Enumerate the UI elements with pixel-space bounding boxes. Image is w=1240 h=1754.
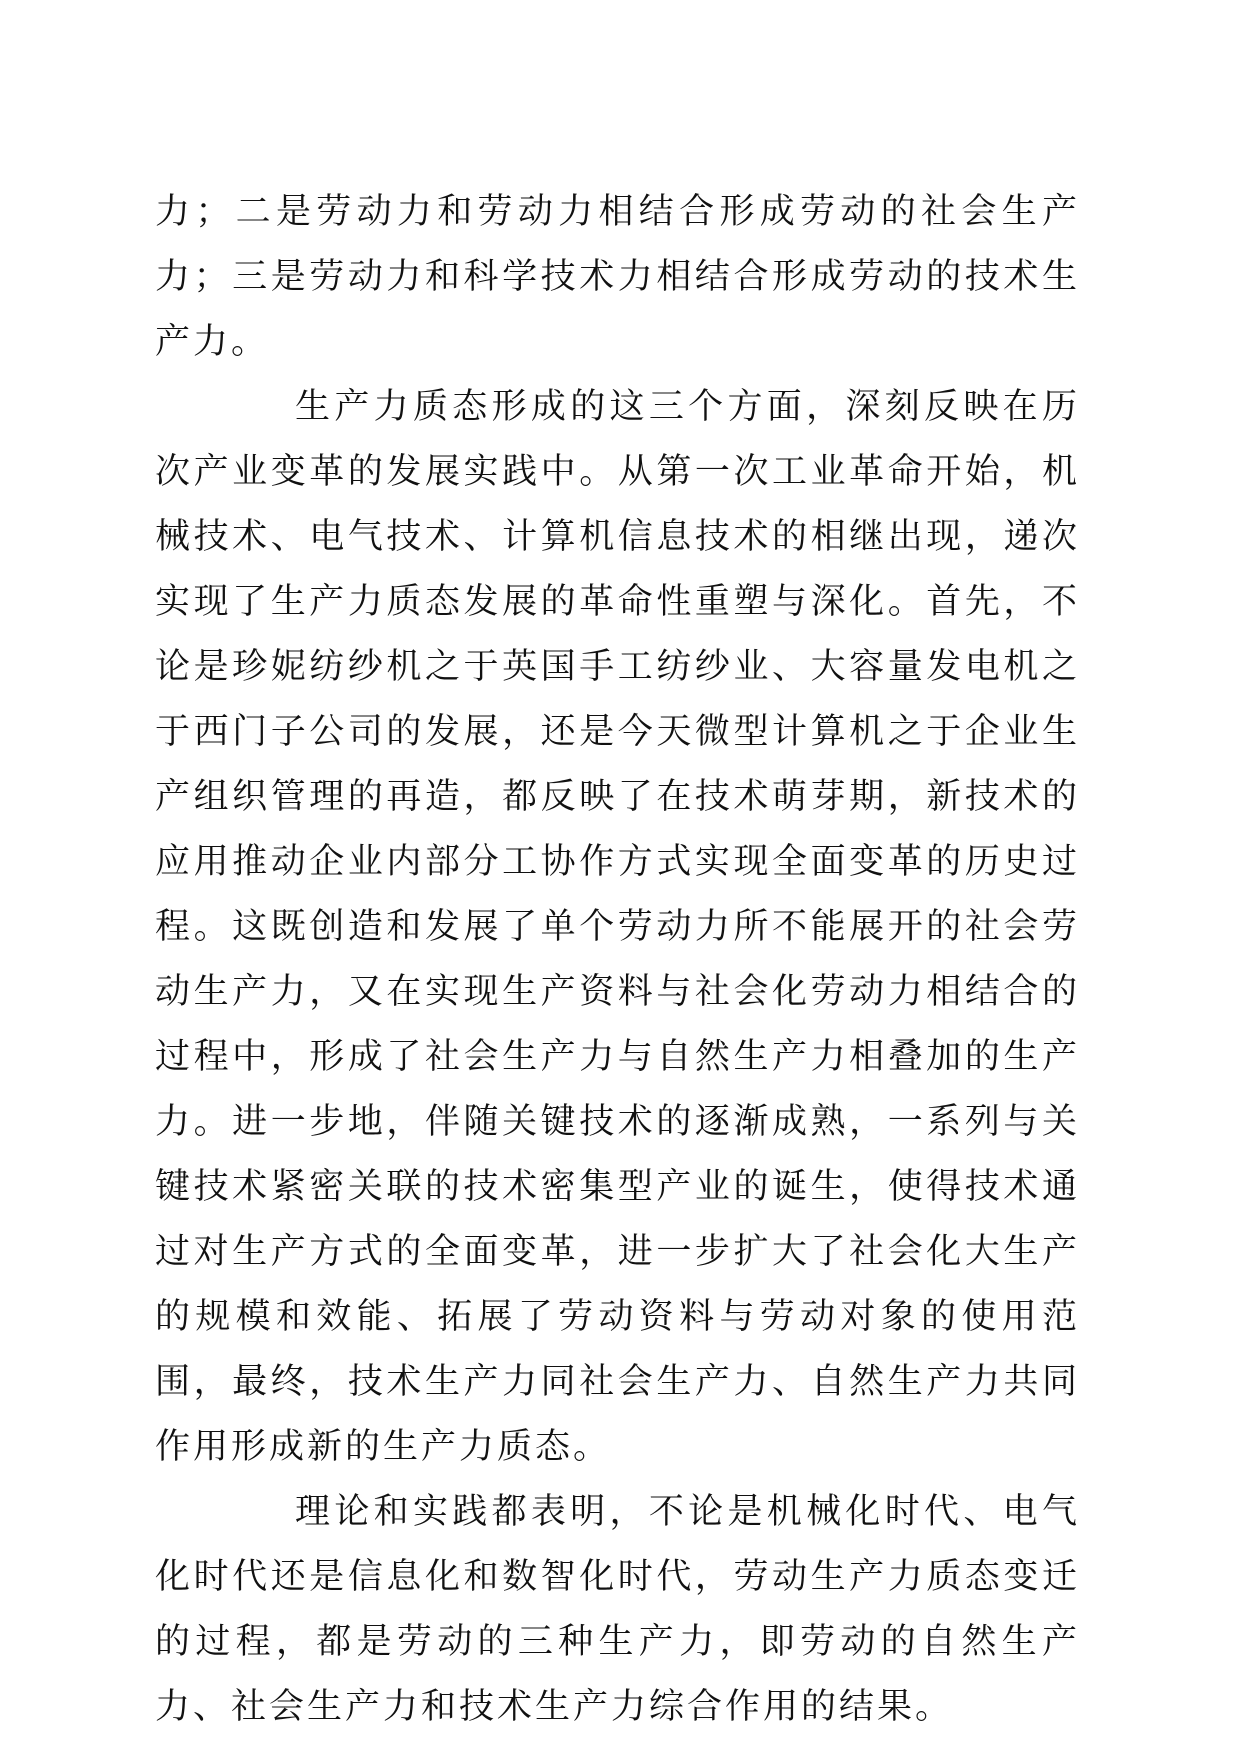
- document-body: [155, 180, 1080, 1740]
- paragraph-conclusion: 理论和实践都表明，不论是机械化时代、电气化时代还是信息化和数智化时代，劳动生产力质态变迁的过程，都是劳动的三种生产力，即劳动的自然生产力、社会生产力和技术生产力综合作用的结果。: [155, 1492, 1080, 1727]
- paragraph-continuation: 力；二是劳动力和劳动力相结合形成劳动的社会生产力；三是劳动力和科学技术力相结合形成劳动的技术生产力。: [155, 192, 1080, 362]
- paragraph-productivity-forms: 生产力质态形成的这三个方面，深刻反映在历次产业变革的发展实践中。从第一次工业革命开始，机械技术、电气技术、计算机信息技术的相继出现，递次实现了生产力质态发展的革命性重塑与深化。首先，不论是珍妮纺纱机之于英国手工纺纱业、大容量发电机之于西门子公司的发展，还是今天微型计算机之于企业生产组织管理的再造，都反映了在技术萌芽期，新技术的应用推动企业内部分工协作方式实现全面变革的历史过程。这既创造和发展了单个劳动力所不能展开的社会劳动生产力，又在实现生产资料与社会化劳动力相结合的过程中，形成了社会生产力与自然生产力相叠加的生产力。进一步地，伴随关键技术的逐渐成熟，一系列与关键技术紧密关联的技术密集型产业的诞生，使得技术通过对生产方式的全面变革，进一步扩大了社会化大生产的规模和效能、拓展了劳动资料与劳动对象的使用范围，最终，技术生产力同社会生产力、自然生产力共同作用形成新的生产力质态。: [155, 387, 1080, 1467]
